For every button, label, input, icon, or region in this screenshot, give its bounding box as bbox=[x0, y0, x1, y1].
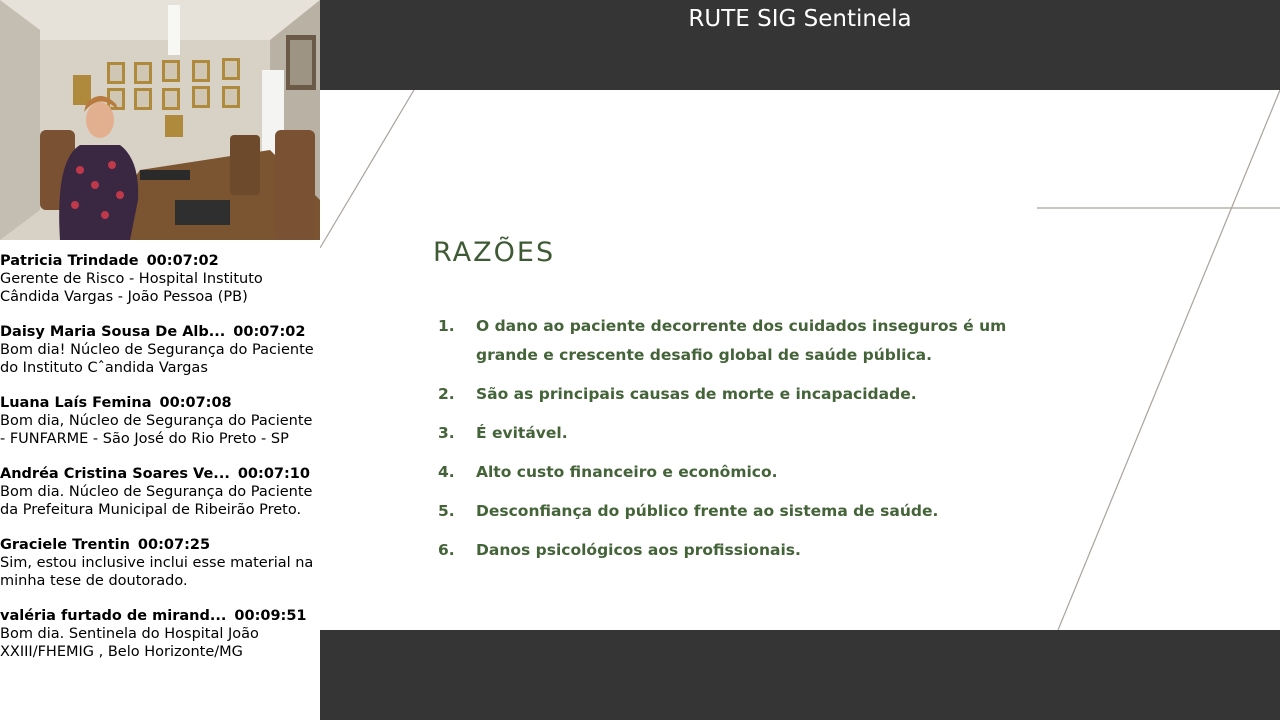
chat-message-text: Bom dia. Núcleo de Segurança do Paciente da Prefeitura Municipal de Ribeirão Preto. bbox=[0, 484, 313, 518]
slide-item-text: É evitável. bbox=[476, 424, 568, 442]
slide-item-number: 2. bbox=[438, 385, 455, 403]
webcam-scene bbox=[0, 0, 320, 240]
chat-timestamp: 00:09:51 bbox=[234, 608, 307, 624]
chat-author: Luana Laís Femina bbox=[0, 395, 152, 411]
chat-message-text: Bom dia, Núcleo de Segurança do Paciente - FUNFARME - São José do Rio Preto - SP bbox=[0, 413, 313, 447]
chat-message-text: Gerente de Risco - Hospital Instituto Cândida Vargas - João Pessoa (PB) bbox=[0, 271, 263, 305]
slide-item-number: 1. bbox=[438, 317, 455, 335]
chat-author: Graciele Trentin bbox=[0, 537, 130, 553]
slide-heading: RAZÕES bbox=[433, 237, 556, 268]
slide-item-text: Desconfiança do público frente ao sistema de saúde. bbox=[476, 502, 939, 520]
slide-list-item bbox=[438, 458, 1038, 487]
chat-message-header bbox=[0, 394, 320, 412]
chat-message bbox=[0, 252, 320, 306]
chat-message bbox=[0, 323, 320, 377]
webcam-video bbox=[0, 0, 320, 240]
chat-timestamp: 00:07:02 bbox=[146, 253, 219, 269]
chat-message-header bbox=[0, 252, 320, 270]
chat-panel[interactable] bbox=[0, 240, 320, 720]
chat-timestamp: 00:07:25 bbox=[137, 537, 211, 553]
slide-reasons-list bbox=[438, 312, 1038, 575]
slide-item-text: Danos psicológicos aos profissionais. bbox=[476, 541, 801, 559]
chat-timestamp: 00:07:02 bbox=[233, 324, 306, 340]
chat-message bbox=[0, 536, 320, 590]
chat-author: valéria furtado de mirand... bbox=[0, 608, 227, 624]
player-footer bbox=[320, 630, 1280, 720]
session-title: RUTE SIG Sentinela bbox=[688, 6, 912, 32]
chat-message-text: Bom dia. Sentinela do Hospital João XXIII/FHEMIG , Belo Horizonte/MG bbox=[0, 626, 259, 660]
chat-message-text: Sim, estou inclusive inclui esse material na minha tese de doutorado. bbox=[0, 555, 314, 589]
chat-author: Andréa Cristina Soares Ve... bbox=[0, 466, 230, 482]
chat-message-text: Bom dia! Núcleo de Segurança do Paciente do Instituto Cˆandida Vargas bbox=[0, 342, 314, 376]
slide-list-item bbox=[438, 419, 1038, 448]
slide-item-number: 3. bbox=[438, 424, 455, 442]
chat-message-header bbox=[0, 607, 320, 625]
chat-author: Patricia Trindade bbox=[0, 253, 139, 269]
slide-item-text: Alto custo financeiro e econômico. bbox=[476, 463, 778, 481]
presentation-slide bbox=[320, 90, 1280, 630]
slide-list-item bbox=[438, 497, 1038, 526]
slide-list-item bbox=[438, 380, 1038, 409]
slide-item-text: O dano ao paciente decorrente dos cuidados inseguros é um grande e crescente desafio global de saúde pública. bbox=[476, 317, 1007, 364]
chat-author: Daisy Maria Sousa De Alb... bbox=[0, 324, 226, 340]
slide-item-number: 5. bbox=[438, 502, 455, 520]
chat-message bbox=[0, 607, 320, 661]
chat-message-header bbox=[0, 323, 320, 341]
chat-message bbox=[0, 465, 320, 519]
slide-item-text: São as principais causas de morte e incapacidade. bbox=[476, 385, 917, 403]
session-header bbox=[320, 0, 1280, 90]
slide-item-number: 4. bbox=[438, 463, 455, 481]
slide-list-item bbox=[438, 536, 1038, 565]
chat-message bbox=[0, 394, 320, 448]
chat-message-header bbox=[0, 465, 320, 483]
chat-timestamp: 00:07:10 bbox=[237, 466, 310, 482]
chat-message-header bbox=[0, 536, 320, 554]
slide-list-item bbox=[438, 312, 1038, 370]
slide-item-number: 6. bbox=[438, 541, 455, 559]
chat-timestamp: 00:07:08 bbox=[159, 395, 232, 411]
